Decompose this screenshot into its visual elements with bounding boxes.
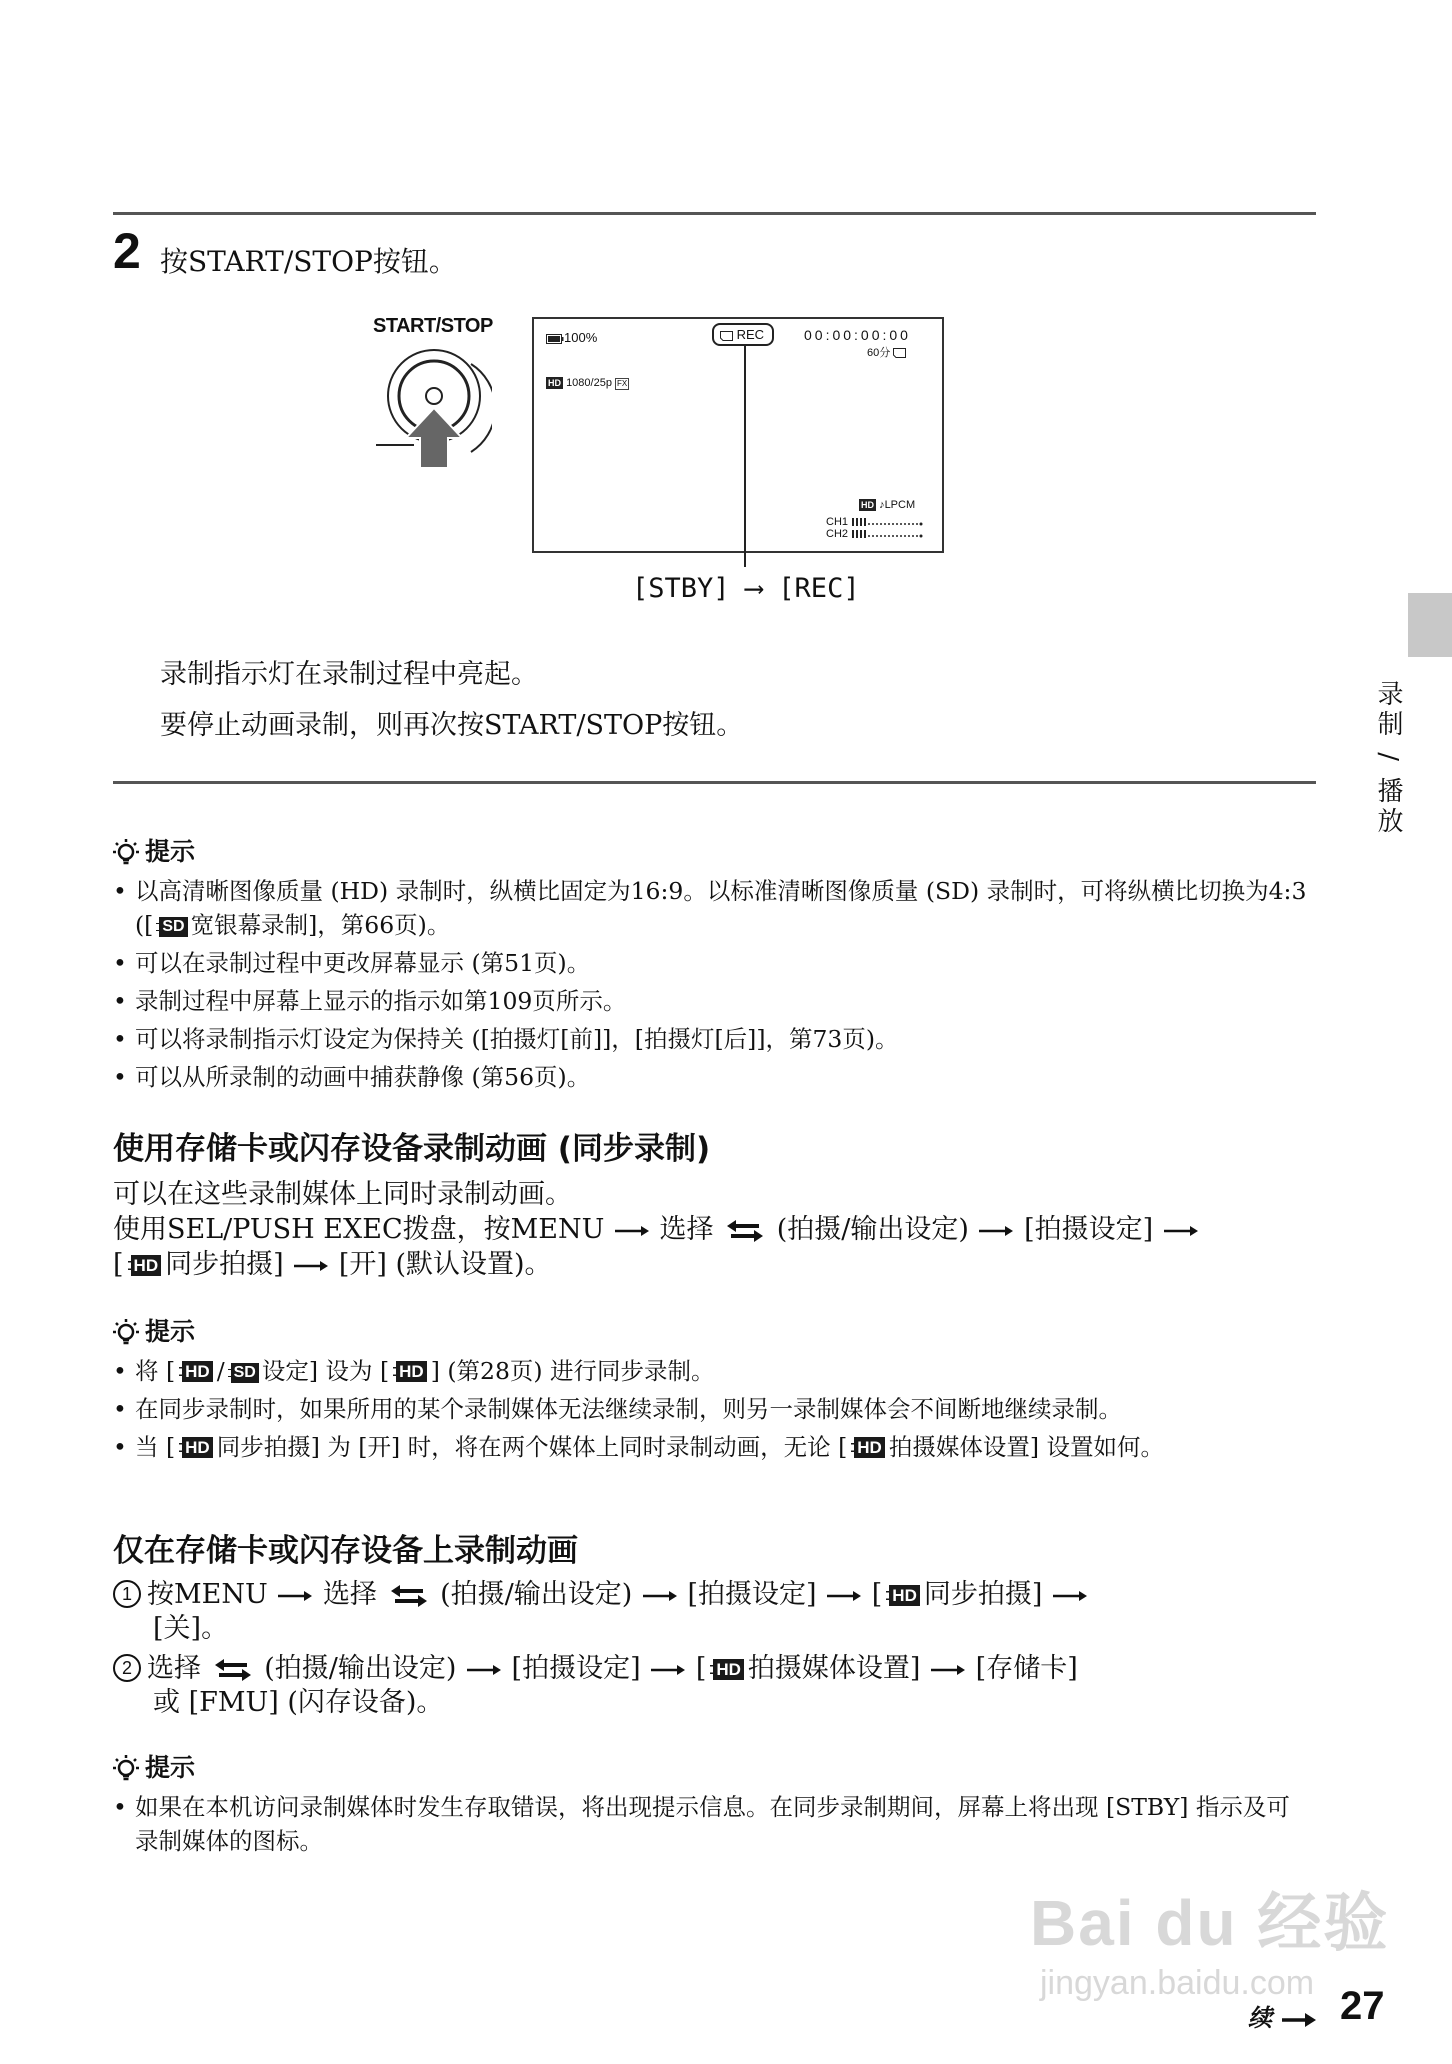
fx-badge: FX	[617, 379, 628, 388]
hd-badge: HD	[886, 1585, 920, 1606]
arrow-icon	[977, 1224, 1015, 1238]
arrow-icon	[929, 1663, 967, 1677]
middle-rule	[113, 781, 1316, 784]
hd-badge: HD	[393, 1361, 427, 1382]
tips-list-2	[113, 1354, 1323, 1468]
tip-item: • 可以从所录制的动画中捕获静像 (第56页)。	[113, 1060, 1323, 1094]
side-section-label: 录制 / 播放	[1373, 680, 1403, 838]
format-indicator: HD 1080/25p FX	[548, 377, 628, 389]
tips-list-1	[113, 874, 1323, 1098]
hd-badge: HD	[548, 378, 561, 389]
step-circle-1: 1	[113, 1580, 141, 1608]
tips-list-3	[113, 1790, 1293, 1862]
sd-badge: SD	[228, 1363, 259, 1383]
numbered-item-1: 1 按MENU 选择 (拍摄/输出设定) [拍摄设定] [ HD 同步拍摄] [关]。	[113, 1578, 1328, 1646]
tips-label: 提示	[145, 1317, 196, 1346]
section-body-sync: 可以在这些录制媒体上同时录制动画。 使用SEL/PUSH EXEC拨盘，按MENU 选择 (拍摄/输出设定) [拍摄设定] [ HD 同步拍摄] [开] (默认设置)。	[113, 1177, 1328, 1282]
tips-heading-3	[113, 1748, 195, 1784]
in-out-settings-icon	[725, 1219, 765, 1243]
stby-rec-status: [STBY] ⟶ [REC]	[632, 573, 860, 604]
arrow-icon	[276, 1589, 314, 1603]
level-meter-icon	[851, 518, 923, 526]
in-out-settings-icon	[213, 1658, 253, 1682]
tips-heading-2	[113, 1312, 195, 1348]
continued-label: 续	[1248, 1998, 1318, 2033]
hd-badge: HD	[128, 1255, 162, 1276]
baidu-watermark	[1030, 1872, 1389, 2003]
arrow-icon	[1051, 1589, 1089, 1603]
hd-badge: HD	[851, 1437, 885, 1458]
callout-line	[744, 345, 746, 567]
hd-badge-audio: HD	[861, 500, 874, 511]
tip-item: • 以高清晰图像质量 (HD) 录制时，纵横比固定为16:9。以标准清晰图像质量 (SD) 录制时，可将纵横比切换为4:3 ([ SD 宽银幕录制]，第66页)。	[113, 874, 1323, 942]
lcd-screen	[532, 317, 944, 553]
level-meter-icon	[851, 530, 923, 538]
arrow-icon	[641, 1589, 679, 1603]
arrow-icon	[292, 1259, 330, 1273]
hd-badge: HD	[179, 1361, 213, 1382]
tips-heading-1	[113, 832, 195, 868]
section-title-card-only: 仅在存储卡或闪存设备上录制动画	[113, 1533, 578, 1569]
arrow-icon	[465, 1663, 503, 1677]
arrow-icon	[613, 1224, 651, 1238]
tip-item: • 录制过程中屏幕上显示的指示如第109页所示。	[113, 984, 1323, 1018]
ch2-meter: CH2	[826, 528, 923, 540]
tips-label: 提示	[145, 837, 196, 866]
tip-item: • 将 [ HD / SD 设定] 设为 [ HD ] (第28页) 进行同步录制。	[113, 1354, 1323, 1388]
page-number: 27	[1340, 1984, 1385, 2028]
card-icon	[720, 331, 733, 341]
rec-indicator	[712, 323, 774, 346]
tip-item: • 可以在录制过程中更改屏幕显示 (第51页)。	[113, 946, 1323, 980]
tips-label: 提示	[145, 1753, 196, 1782]
step-circle-2: 2	[113, 1654, 141, 1682]
watermark-url: jingyan.baidu.com	[1040, 1964, 1315, 2002]
remaining-time: 60分	[867, 344, 906, 360]
arrow-icon	[1280, 2012, 1318, 2028]
sd-badge: SD	[156, 917, 187, 937]
lightbulb-icon	[113, 1754, 139, 1784]
rec-text: REC	[736, 327, 765, 342]
audio-indicator: HD ♪LPCM	[861, 499, 916, 511]
card-icon-small	[893, 348, 906, 358]
arrow-icon	[1162, 1224, 1200, 1238]
side-tab-marker	[1408, 593, 1452, 657]
arrow-icon	[825, 1589, 863, 1603]
tip-item: • 当 [ HD 同步拍摄] 为 [开] 时，将在两个媒体上同时录制动画，无论 [ HD 拍摄媒体设置] 设置如何。	[113, 1430, 1323, 1464]
tip-item: • 可以将录制指示灯设定为保持关 ([拍摄灯[前]]，[拍摄灯[后]]，第73页)。	[113, 1022, 1323, 1056]
lightbulb-icon	[113, 1318, 139, 1348]
hd-badge: HD	[710, 1659, 744, 1680]
battery-icon	[546, 334, 564, 344]
tip-item: • 如果在本机访问录制媒体时发生存取错误，将出现提示信息。在同步录制期间，屏幕上将出现 [STBY] 指示及可录制媒体的图标。	[113, 1790, 1293, 1858]
hd-badge: HD	[179, 1437, 213, 1458]
battery-indicator	[546, 330, 597, 345]
section-title-sync: 使用存储卡或闪存设备录制动画 (同步录制)	[113, 1131, 711, 1167]
start-stop-button-illustration	[376, 344, 492, 470]
step-paragraph-1: 录制指示灯在录制过程中亮起。	[160, 659, 538, 690]
tip-item: • 在同步录制时，如果所用的某个录制媒体无法继续录制，则另一录制媒体会不间断地继续录制。	[113, 1392, 1323, 1426]
step-number: 2	[113, 223, 141, 279]
top-rule	[113, 212, 1316, 215]
numbered-item-2: 2 选择 (拍摄/输出设定) [拍摄设定] [ HD 拍摄媒体设置] [存储卡] 或 [FMU] (闪存设备)。	[113, 1652, 1328, 1720]
step-paragraph-2: 要停止动画录制，则再次按START/STOP按钮。	[160, 710, 744, 741]
in-out-settings-icon	[389, 1584, 429, 1608]
watermark-brand: Bai du 经验	[1030, 1887, 1390, 1959]
start-stop-label: START/STOP	[373, 315, 493, 337]
ch1-meter: CH1	[826, 516, 923, 528]
battery-level: 100%	[564, 330, 598, 345]
arrow-icon	[649, 1663, 687, 1677]
lightbulb-icon	[113, 838, 139, 868]
step-title: 按START/STOP按钮。	[160, 245, 457, 278]
timecode: 00:00:00:00	[804, 327, 911, 343]
